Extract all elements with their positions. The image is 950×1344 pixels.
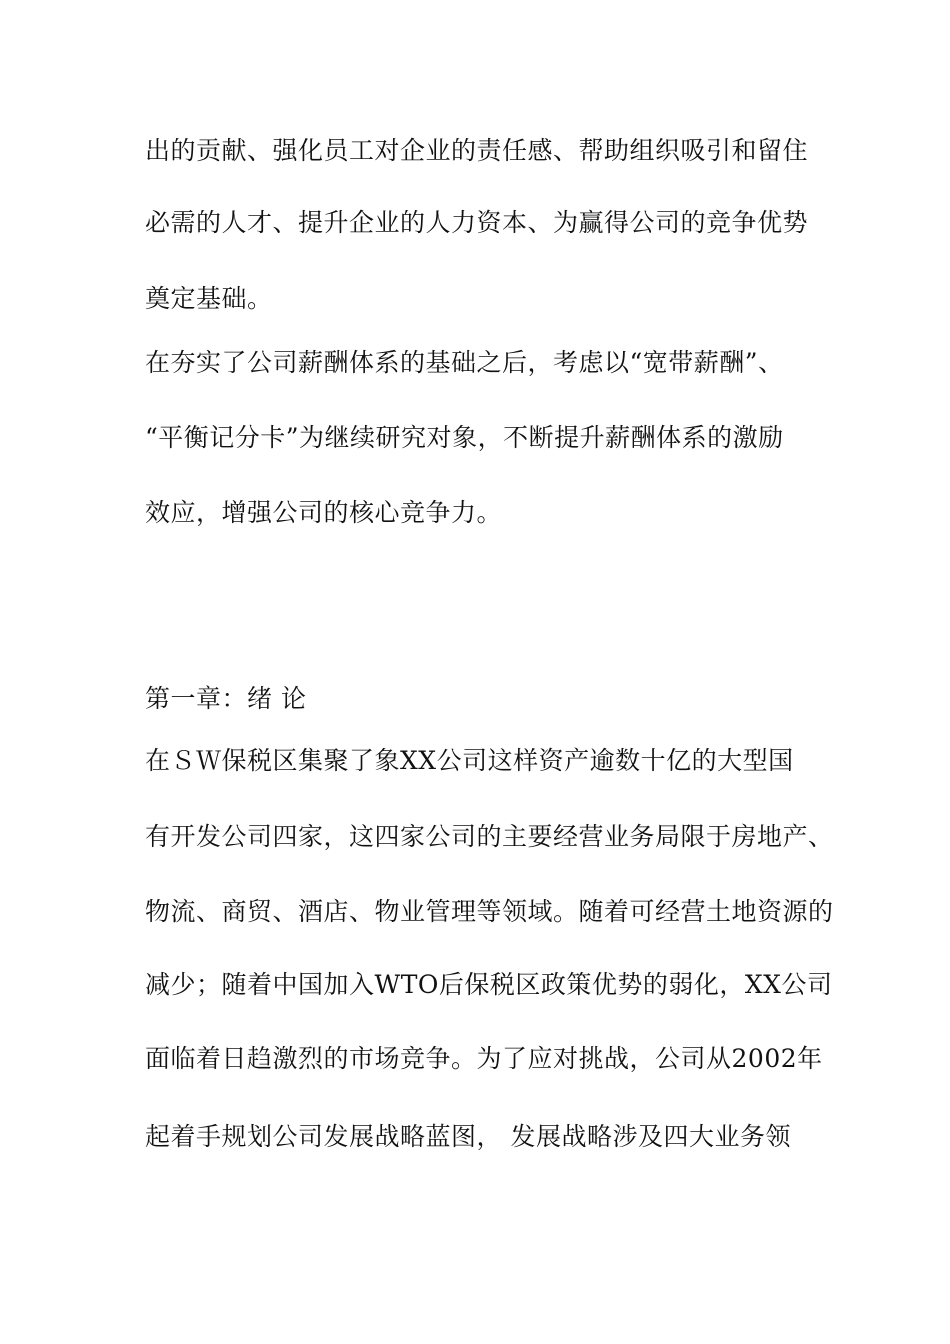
text-line: 面临着日趋激烈的市场竞争。为了应对挑战，公司从2002年 xyxy=(145,1044,823,1073)
text-line: 出的贡献、强化员工对企业的责任感、帮助组织吸引和留住 xyxy=(145,136,809,165)
text-line: 必需的人才、提升企业的人力资本、为赢得公司的竞争优势 xyxy=(145,208,809,237)
chapter-heading: 第一章：绪 论 xyxy=(145,684,307,713)
text-line: 物流、商贸、酒店、物业管理等领域。随着可经营土地资源的 xyxy=(145,897,834,926)
text-line: 减少；随着中国加入WTO后保税区政策优势的弱化，XX公司 xyxy=(145,970,833,999)
text-line: 起着手规划公司发展战略蓝图， 发展战略涉及四大业务领 xyxy=(145,1122,791,1151)
text-line: “平衡记分卡”为继续研究对象，不断提升薪酬体系的激励 xyxy=(145,423,784,452)
text-line: 有开发公司四家，这四家公司的主要经营业务局限于房地产、 xyxy=(145,822,834,851)
text-line: 奠定基础。 xyxy=(145,284,273,313)
text-line: 在ＳＷ保税区集聚了象XX公司这样资产逾数十亿的大型国 xyxy=(145,746,794,775)
text-line: 效应，增强公司的核心竞争力。 xyxy=(145,498,503,527)
text-line: 在夯实了公司薪酬体系的基础之后，考虑以“宽带薪酬”、 xyxy=(145,348,784,377)
